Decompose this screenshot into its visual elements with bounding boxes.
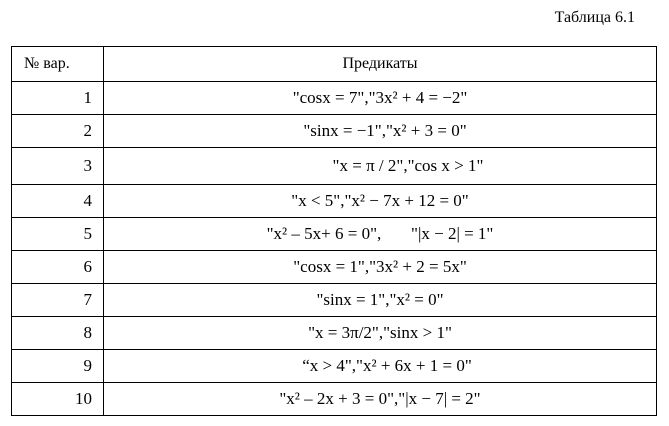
table-row	[12, 317, 657, 350]
variant-number: 6	[12, 251, 104, 284]
predicate-cell: "x² – 5x+ 6 = 0", "|x − 2| = 1"	[104, 218, 657, 251]
table-row	[12, 350, 657, 383]
table-row	[12, 284, 657, 317]
predicate-cell: "sinx = −1","x² + 3 = 0"	[104, 115, 657, 148]
predicate-cell: "cosx = 7","3x² + 4 = −2"	[104, 82, 657, 115]
variant-number: 2	[12, 115, 104, 148]
variant-number: 1	[12, 82, 104, 115]
variant-number: 5	[12, 218, 104, 251]
variant-number: 4	[12, 185, 104, 218]
header-variant-number: № вар.	[12, 47, 104, 82]
predicate-cell: "sinx = 1","x² = 0"	[104, 284, 657, 317]
variant-number: 9	[12, 350, 104, 383]
table-row	[12, 251, 657, 284]
table-caption: Таблица 6.1	[554, 9, 635, 26]
header-predicates: Предикаты	[104, 47, 657, 82]
predicate-cell: "x = π / 2","cos x > 1"	[104, 148, 657, 185]
table-row	[12, 115, 657, 148]
predicate-cell: “x > 4","x² + 6x + 1 = 0"	[104, 350, 657, 383]
variant-number: 8	[12, 317, 104, 350]
predicate-cell: "x < 5","x² − 7x + 12 = 0"	[104, 185, 657, 218]
predicate-cell: "x² – 2x + 3 = 0","|x − 7| = 2"	[104, 383, 657, 416]
table-header-row	[12, 47, 657, 82]
table-row	[12, 148, 657, 185]
predicate-cell: "cosx = 1","3x² + 2 = 5x"	[104, 251, 657, 284]
table-row	[12, 218, 657, 251]
table-row	[12, 185, 657, 218]
variant-number: 10	[12, 383, 104, 416]
variant-number: 3	[12, 148, 104, 185]
table-row	[12, 383, 657, 416]
table-row	[12, 82, 657, 115]
predicate-cell: "x = 3π/2","sinx > 1"	[104, 317, 657, 350]
variant-number: 7	[12, 284, 104, 317]
predicates-table	[11, 46, 657, 416]
